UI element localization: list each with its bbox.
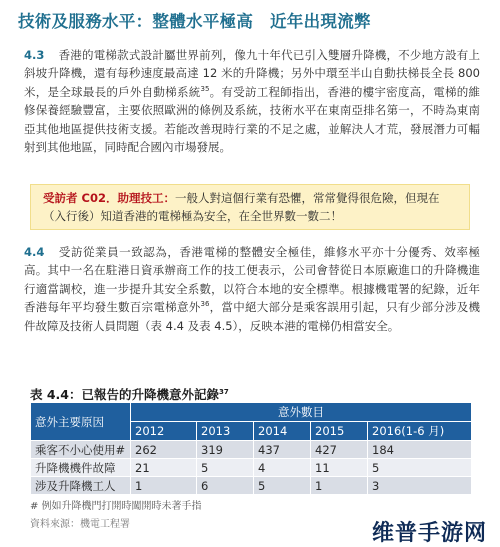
paragraph-number: 4.3 [24, 48, 45, 62]
row-label: 涉及升降機工人 [31, 477, 131, 495]
year-header: 2013 [197, 422, 254, 441]
table-cell: 5 [197, 459, 254, 477]
table-cell: 184 [368, 441, 472, 459]
year-header: 2016(1-6 月) [368, 422, 472, 441]
paragraph-text-continued: 。有受訪工程師指出，香港的樓宇密度高，電梯的維修保養經驗豐富，主要依照歐洲的條例及系統，技術水平在東南亞排名第一，不時為東南亞其他地區提供技術支援。若能改善現時行業的不足之處，並解決人才荒，發展潛力可輻射到其他地區，同時配合國內市場發展。 [24, 84, 481, 155]
reference-mark: 36 [200, 300, 210, 309]
paragraph-4-4 [24, 243, 480, 335]
table-row [31, 477, 472, 495]
table-cell: 1 [311, 477, 368, 495]
table-cell: 11 [311, 459, 368, 477]
year-header: 2012 [131, 422, 197, 441]
reference-mark: 35 [200, 84, 210, 93]
accident-records-table [30, 402, 472, 495]
table-cell: 4 [254, 459, 311, 477]
year-header: 2014 [254, 422, 311, 441]
paragraph-text: 受訪從業員一致認為，香港電梯的整體安全極佳，維修水平亦十分優秀、效率極高。其中一名在駐港日資承辦商工作的技工便表示，公司會替從日本原廠進口的升降機進行適當調校，進一步提升其安全系數，以符合本地的安全標準。根據機電署的紀錄，近年香港每年平均發生數百宗電梯意外 [24, 245, 480, 315]
row-label: 乘客不小心使用# [31, 441, 131, 459]
row-label: 升降機機件故障 [31, 459, 131, 477]
paragraph-text-continued: ，當中絕大部分是乘客誤用引起，只有少部分涉及機件故障及技術人員問題（表 4.4 及表 4.5），反映本港的電梯仍相當安全。 [24, 300, 481, 333]
paragraph-number: 4.4 [24, 245, 45, 259]
table-row [31, 441, 472, 459]
interviewee-quote-box [30, 184, 470, 230]
table-cell: 1 [131, 477, 197, 495]
site-watermark: 维普手游网 [372, 521, 488, 546]
table-cell: 6 [197, 477, 254, 495]
page-title: 技術及服務水平：整體水平極高 近年出現流弊 [18, 12, 371, 31]
table-header-row [31, 403, 472, 422]
table-row [31, 459, 472, 477]
table-caption-text: 表 4.4：已報告的升降機意外記錄 [30, 387, 219, 402]
table-caption-ref: 37 [219, 387, 229, 396]
group-header-cell: 意外數目 [131, 403, 472, 422]
row-header-cell: 意外主要原因 [31, 403, 131, 441]
year-header: 2015 [311, 422, 368, 441]
table-footnote: # 例如升降機門打開時闖開時未著手指 [30, 501, 202, 512]
table-cell: 5 [368, 459, 472, 477]
table-cell: 21 [131, 459, 197, 477]
quote-text: 一般人對這個行業有恐懼，常常覺得很危險，但現在（入行後）知道香港的電梯極為安全，在全世界數一數二！ [43, 191, 440, 224]
table-caption [30, 385, 229, 403]
paragraph-text: 香港的電梯款式設計屬世界前列，像九十年代已引入雙層升降機，不少地方設有上斜坡升降機，還有每秒速度最高達 12 米的升降機；另外中環至半山自動扶梯長全長 800 米，是全球最長的戶外自動梯系統 [24, 48, 480, 99]
table-cell: 319 [197, 441, 254, 459]
paragraph-4-3 [24, 46, 480, 156]
table-cell: 437 [254, 441, 311, 459]
quote-speaker: 受訪者 C02．助理技工： [43, 191, 175, 205]
table-cell: 3 [368, 477, 472, 495]
table-cell: 262 [131, 441, 197, 459]
table-source: 資料來源：機電工程署 [30, 519, 130, 530]
table-cell: 5 [254, 477, 311, 495]
table-cell: 427 [311, 441, 368, 459]
